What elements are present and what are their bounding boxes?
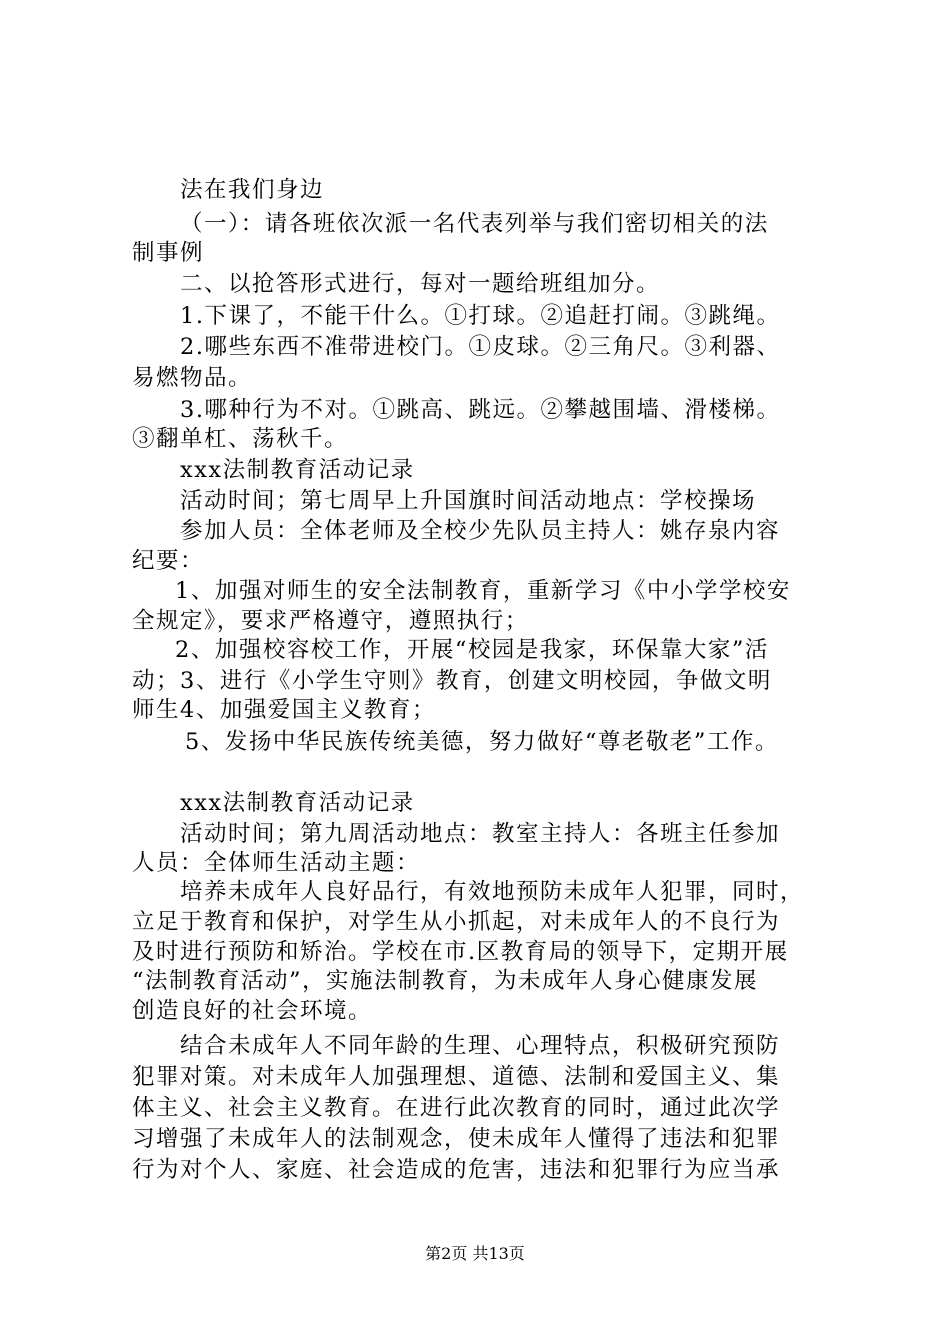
paragraph-line: （一）：请各班依次派一名代表列举与我们密切相关的法 (180, 211, 769, 237)
page-number-footer: 第2页 共13页 (425, 1244, 525, 1263)
paragraph-line: 体主义、社会主义教育。在进行此次教育的同时，通过此次学 (132, 1095, 781, 1121)
paragraph-line: 创造良好的社会环境。 (132, 998, 373, 1024)
paragraph-line: 师生4、加强爱国主义教育； (132, 697, 436, 723)
record-heading-1: xxx法制教育活动记录 (180, 457, 415, 483)
list-item: 5、发扬中华民族传统美德，努力做好“尊老敬老”工作。 (185, 729, 779, 755)
paragraph-line: 活动时间；第七周早上升国旗时间活动地点：学校操场 (180, 488, 757, 514)
paragraph-line: 习增强了未成年人的法制观念，使未成年人懂得了违法和犯罪 (132, 1126, 781, 1152)
paragraph-line: 易燃物品。 (132, 365, 253, 391)
paragraph-line: 参加人员：全体老师及全校少先队员主持人：姚存泉内容 (180, 518, 781, 544)
quiz-question-3: 3.哪种行为不对。①跳高、跳远。②攀越围墙、滑楼梯。 (180, 397, 781, 423)
paragraph-line: 制事例 (132, 240, 205, 266)
paragraph-line: 犯罪对策。对未成年人加强理想、道德、法制和爱国主义、集 (132, 1064, 781, 1090)
paragraph-line: 培养未成年人良好品行，有效地预防未成年人犯罪，同时， (180, 879, 805, 905)
list-item: 1、加强对师生的安全法制教育，重新学习《中小学学校安 (175, 578, 791, 604)
paragraph-line: 纪要： (132, 548, 205, 574)
quiz-question-1: 1.下课了，不能干什么。①打球。②追赶打闹。③跳绳。 (180, 303, 781, 329)
quiz-question-2: 2.哪些东西不准带进校门。①皮球。②三角尺。③利器、 (180, 334, 781, 360)
paragraph-line: 及时进行预防和矫治。学校在市.区教育局的领导下，定期开展 (132, 939, 789, 965)
paragraph-line: 行为对个人、家庭、社会造成的危害，违法和犯罪行为应当承 (132, 1157, 781, 1183)
paragraph-line: 活动时间；第九周活动地点：教室主持人：各班主任参加 (180, 821, 781, 847)
heading-law-around-us: 法在我们身边 (180, 177, 325, 203)
record-heading-2: xxx法制教育活动记录 (180, 790, 415, 816)
list-item: 2、加强校容校工作，开展“校园是我家，环保靠大家”活 (175, 637, 769, 663)
paragraph-line: ③翻单杠、荡秋千。 (132, 426, 349, 452)
paragraph-line: “法制教育活动”，实施法制教育，为未成年人身心健康发展 (132, 968, 759, 994)
paragraph-line: 二、以抢答形式进行，每对一题给班组加分。 (180, 271, 661, 297)
paragraph-line: 人员：全体师生活动主题： (132, 850, 421, 876)
paragraph-line: 动；3、进行《小学生守则》教育，创建文明校园，争做文明 (132, 668, 772, 694)
paragraph-line: 立足于教育和保护，对学生从小抓起，对未成年人的不良行为 (132, 909, 781, 935)
paragraph-line: 结合未成年人不同年龄的生理、心理特点，积极研究预防 (180, 1033, 781, 1059)
paragraph-line: 全规定》，要求严格遵守，遵照执行； (132, 608, 529, 634)
